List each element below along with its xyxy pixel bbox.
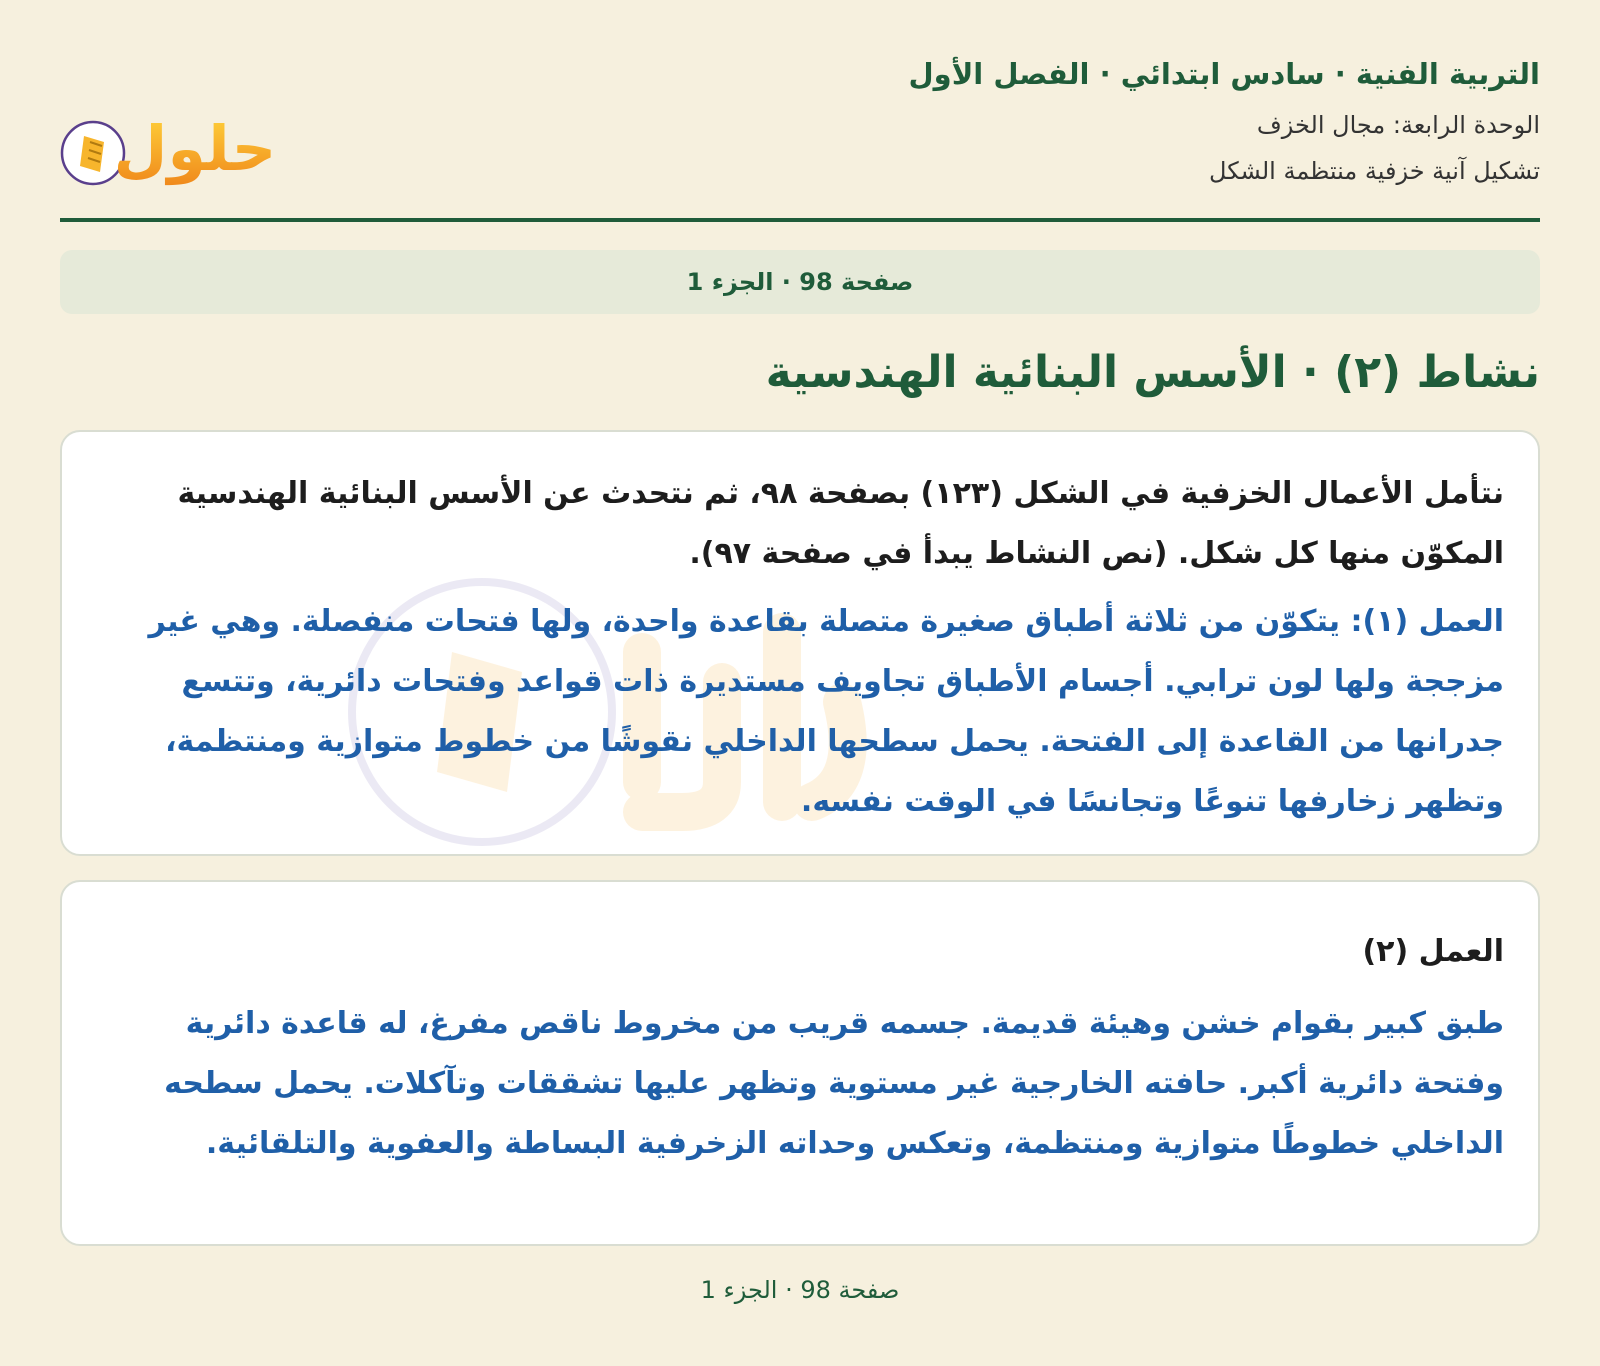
header-text-block xyxy=(909,52,1540,194)
activity-question: نتأمل الأعمال الخزفية في الشكل (١٢٣) بصفحة ٩٨، ثم نتحدث عن الأسس البنائية الهندسية المكوّن منها كل شكل. (نص النشاط يبدأ في صفحة ٩٧). xyxy=(177,476,1504,571)
work-2-label: العمل (٢) xyxy=(1362,934,1504,969)
page-header xyxy=(60,52,1540,222)
activity-title: نشاط (٢) · الأسس البنائية الهندسية xyxy=(765,347,1540,398)
page xyxy=(60,0,1540,1366)
activity-card-2 xyxy=(60,880,1540,1246)
work-2-answer: طبق كبير بقوام خشن وهيئة قديمة. جسمه قريب من مخروط ناقص مفرغ، له قاعدة دائرية وفتحة دائرية أكبر. حافته الخارجية غير مستوية وتظهر عليها تشققات وتآكلات. يحمل سطحه الداخلي خطوطًا متوازية ومنتظمة، وتعكس وحداته الزخرفية البساطة والعفوية والتلقائية. xyxy=(164,1006,1504,1161)
header-divider xyxy=(60,218,1540,222)
logo-graphic xyxy=(60,78,280,188)
work-1-answer: العمل (١): يتكوّن من ثلاثة أطباق صغيرة متصلة بقاعدة واحدة، ولها فتحات منفصلة. وهي غير مزججة ولها لون ترابي. أجسام الأطباق تجاويف مستديرة ذات قواعد وفتحات دائرية، وتتسع جدرانها من القاعدة إلى الفتحة. يحمل سطحها الداخلي نقوشًا من خطوط متوازية ومنتظمة، وتظهر زخارفها تنوعًا وتجانسًا في الوقت نفسه. xyxy=(148,604,1504,819)
page-indicator-pill: صفحة 98 · الجزء 1 xyxy=(60,250,1540,314)
activity-card-1 xyxy=(60,430,1540,856)
hulul-logo[interactable] xyxy=(60,78,280,188)
unit-name: الوحدة الرابعة: مجال الخزف xyxy=(1256,111,1540,139)
subject-title: التربية الفنية · سادس ابتدائي · الفصل الأول xyxy=(908,57,1540,91)
page-footer: صفحة 98 · الجزء 1 xyxy=(700,1276,900,1304)
logo-wordmark: حلول xyxy=(113,112,277,185)
lesson-name: تشكيل آنية خزفية منتظمة الشكل xyxy=(1209,157,1540,185)
